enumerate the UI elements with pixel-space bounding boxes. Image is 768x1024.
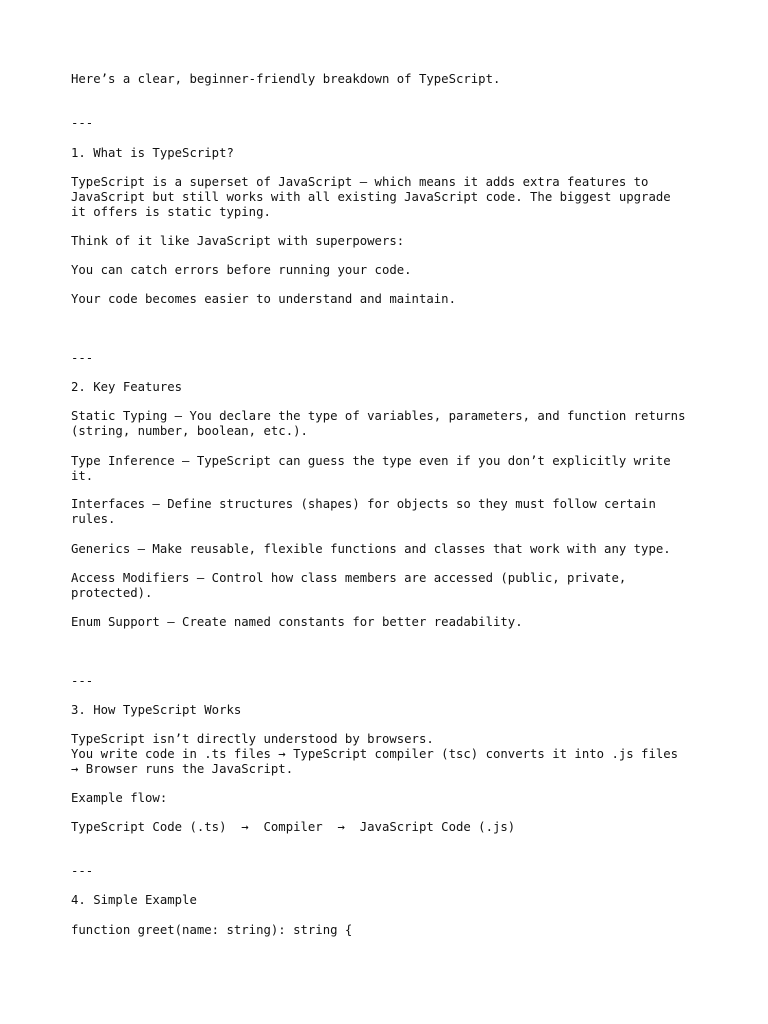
- section-divider: ---: [71, 674, 94, 688]
- section-divider: ---: [71, 116, 94, 130]
- section-1-point: Your code becomes easier to understand and maintain.: [71, 292, 456, 306]
- feature-interfaces: rules.: [71, 512, 116, 526]
- section-2-heading: 2. Key Features: [71, 380, 183, 394]
- section-divider: ---: [71, 864, 94, 878]
- section-1-paragraph-line: it offers is static typing.: [71, 205, 271, 219]
- section-3-heading: 3. How TypeScript Works: [71, 703, 242, 717]
- feature-static-typing: (string, number, boolean, etc.).: [71, 424, 308, 438]
- section-3-paragraph-line: → Browser runs the JavaScript.: [71, 762, 294, 776]
- section-1-heading: 1. What is TypeScript?: [71, 146, 234, 160]
- section-4-heading: 4. Simple Example: [71, 893, 197, 907]
- feature-type-inference: Type Inference – TypeScript can guess the type even if you don’t explicitly write: [71, 454, 671, 468]
- code-line: function greet(name: string): string {: [71, 923, 353, 937]
- section-3-paragraph-line: You write code in .ts files → TypeScript compiler (tsc) converts it into .js files: [71, 747, 679, 761]
- section-1-superpowers-text: Think of it like JavaScript with superpowers:: [71, 234, 405, 248]
- section-1-paragraph-line: JavaScript but still works with all existing JavaScript code. The biggest upgrade: [71, 190, 671, 204]
- feature-enum-support: Enum Support – Create named constants for better readability.: [71, 615, 523, 629]
- example-flow-diagram: TypeScript Code (.ts) → Compiler → JavaScript Code (.js): [71, 820, 516, 834]
- feature-generics: Generics – Make reusable, flexible functions and classes that work with any type.: [71, 542, 671, 556]
- feature-access-modifiers: Access Modifiers – Control how class members are accessed (public, private,: [71, 571, 627, 585]
- feature-type-inference: it.: [71, 469, 94, 483]
- section-1-paragraph-line: TypeScript is a superset of JavaScript — which means it adds extra features to: [71, 175, 649, 189]
- feature-static-typing: Static Typing – You declare the type of variables, parameters, and function returns: [71, 409, 686, 423]
- feature-interfaces: Interfaces – Define structures (shapes) for objects so they must follow certain: [71, 497, 656, 511]
- section-1-point: You can catch errors before running your code.: [71, 263, 412, 277]
- intro-text: Here’s a clear, beginner-friendly breakdown of TypeScript.: [71, 72, 501, 86]
- section-3-paragraph-line: TypeScript isn’t directly understood by browsers.: [71, 732, 434, 746]
- feature-access-modifiers: protected).: [71, 586, 153, 600]
- example-flow-label: Example flow:: [71, 791, 168, 805]
- section-divider: ---: [71, 351, 94, 365]
